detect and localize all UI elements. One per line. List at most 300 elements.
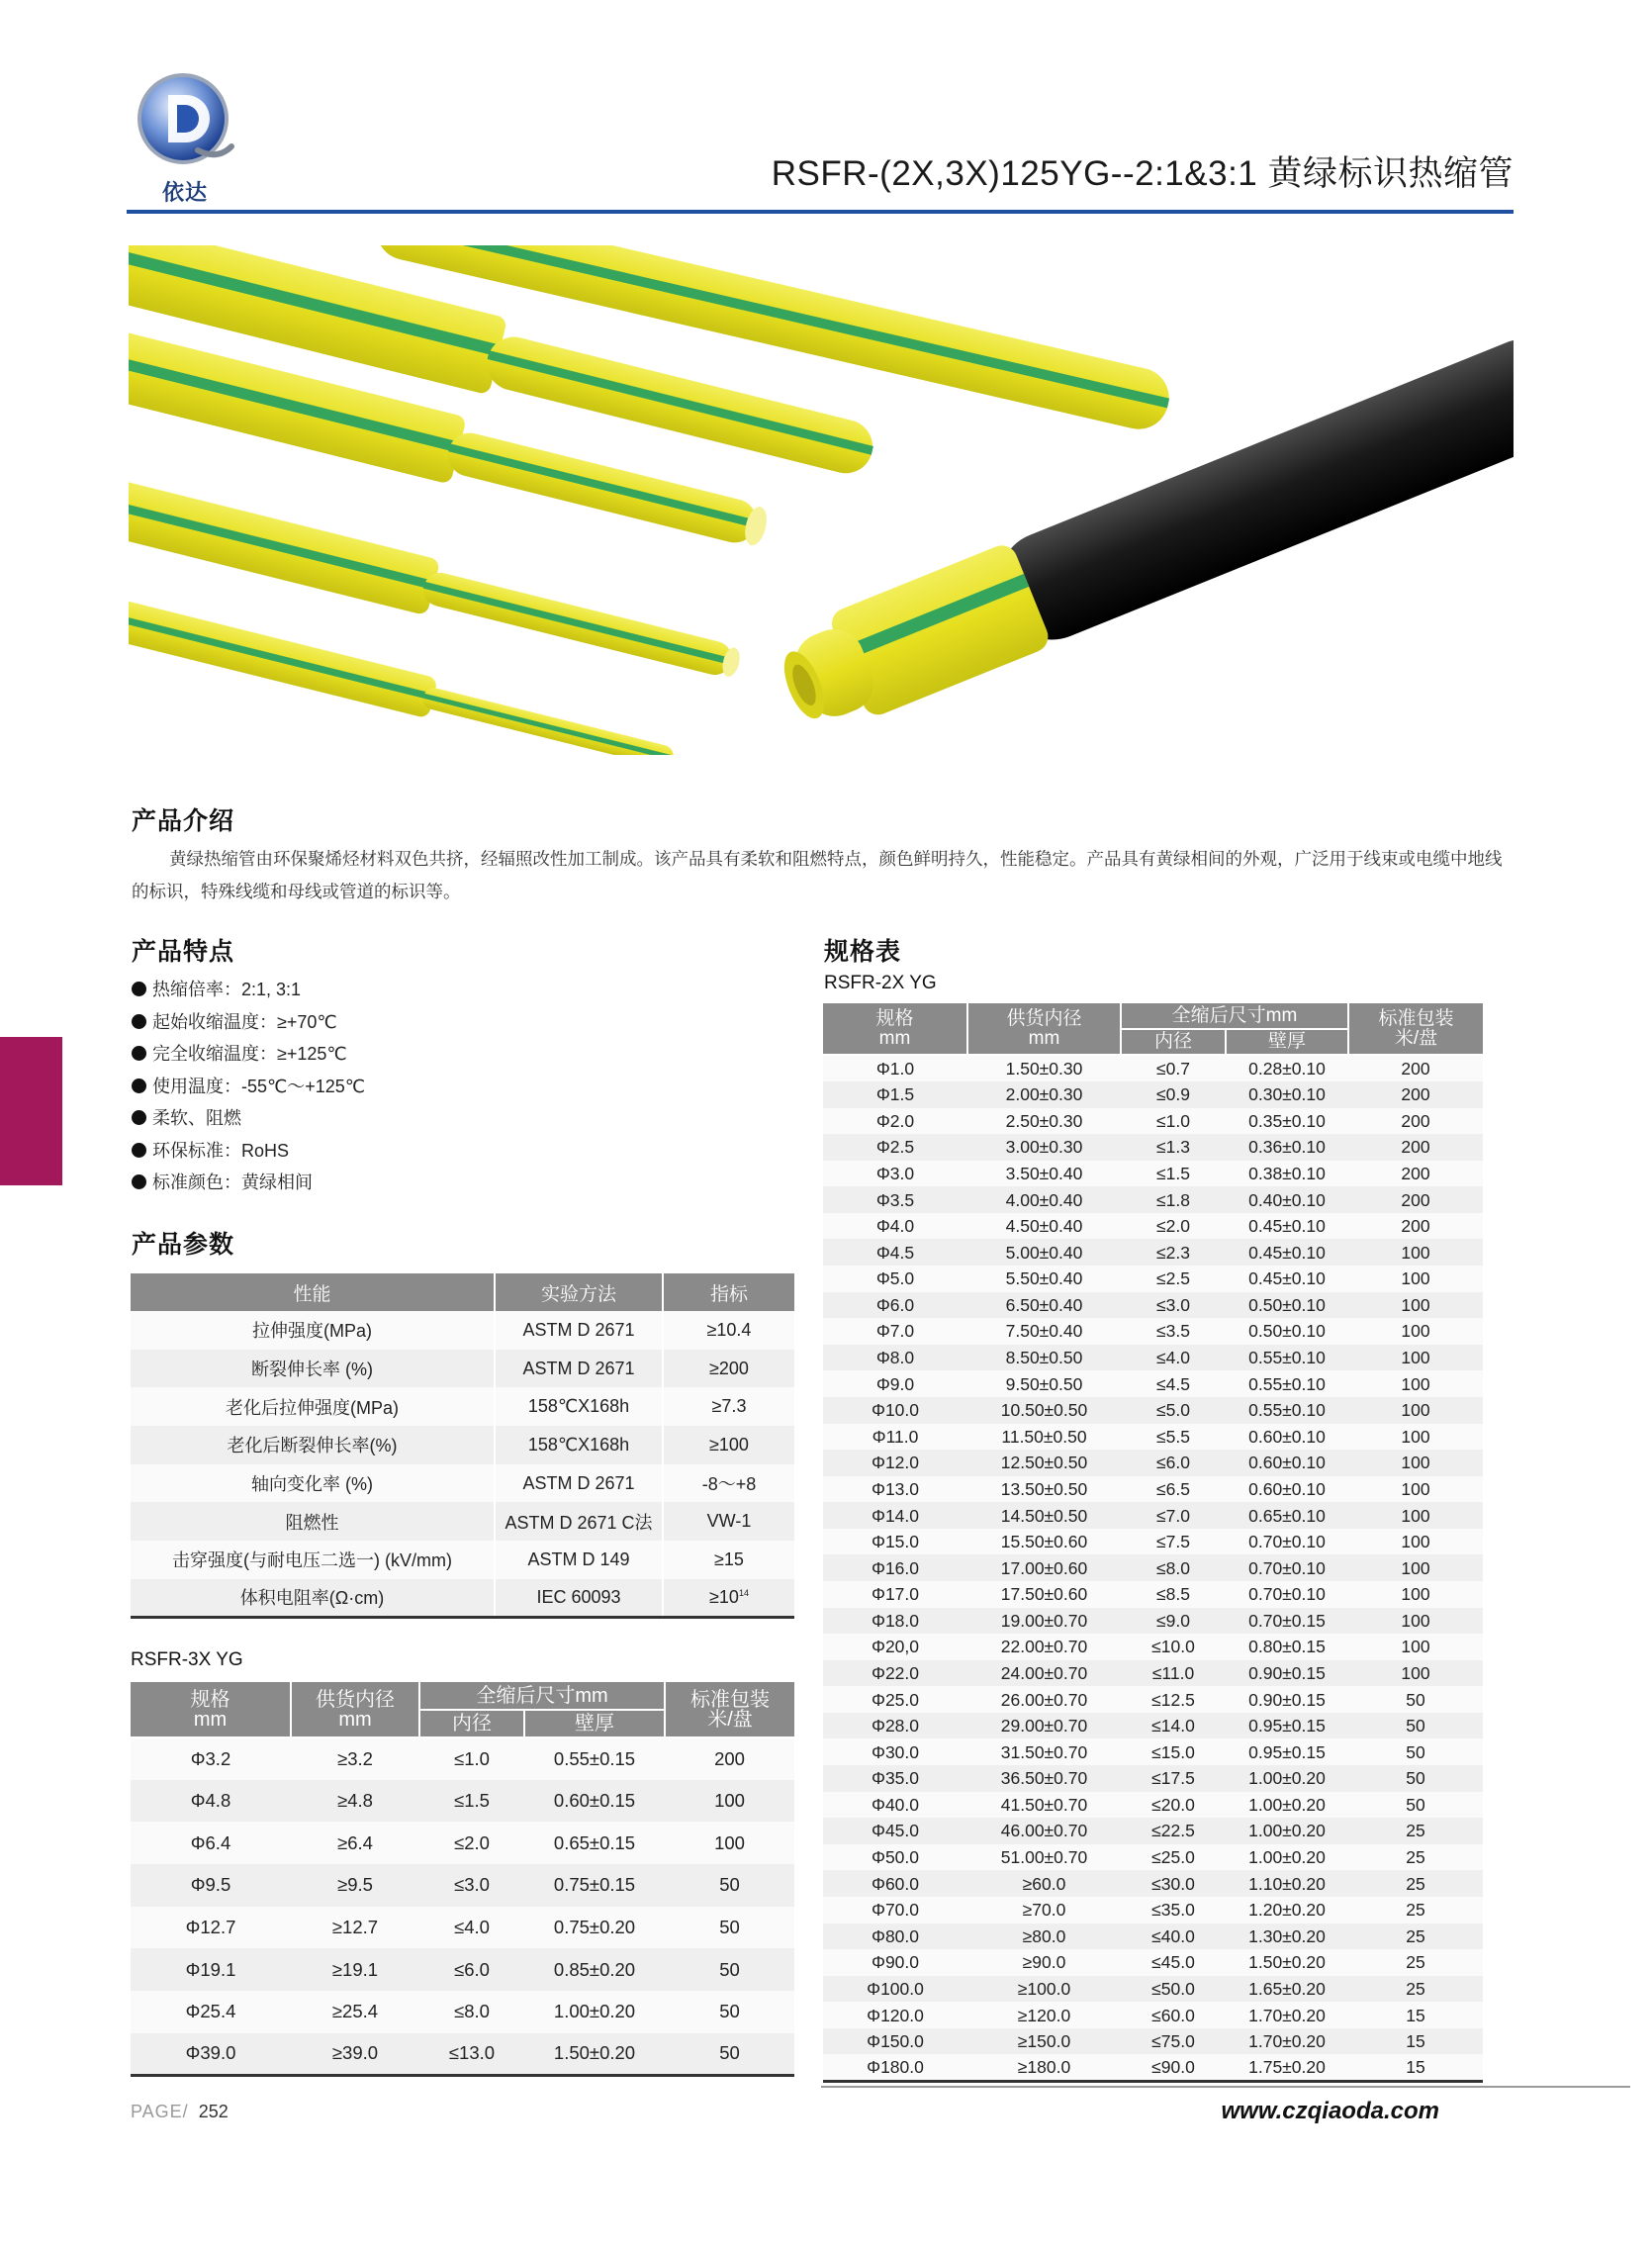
feature-item: 环保标准：RoHS (132, 1135, 365, 1168)
table-cell: 0.40±0.10 (1226, 1186, 1348, 1213)
table-row (823, 2054, 1483, 2082)
table-cell: Φ40.0 (823, 1792, 967, 1819)
table-cell: Φ3.0 (823, 1161, 967, 1187)
table-3x-label: RSFR-3X YG (131, 1649, 243, 1670)
spec-table-3x (131, 1682, 794, 2077)
table-cell: 100 (1348, 1476, 1483, 1503)
table-row (131, 1907, 794, 1949)
table-cell: 22.00±0.70 (967, 1634, 1121, 1660)
table-cell: Φ19.1 (131, 1948, 291, 1991)
table-row (131, 1780, 794, 1823)
table-cell: ≤45.0 (1121, 1949, 1226, 1976)
table-row (823, 1239, 1483, 1266)
col-header-wall: 壁厚 (524, 1710, 665, 1737)
bullet-icon (132, 982, 146, 996)
table-cell: 50 (665, 1864, 794, 1907)
table-cell: 1.10±0.20 (1226, 1870, 1348, 1897)
table-cell: 100 (1348, 1424, 1483, 1451)
table-row (131, 1864, 794, 1907)
table-cell: ≤10.0 (1121, 1634, 1226, 1660)
table-cell: 0.65±0.15 (524, 1822, 665, 1864)
table-cell: ≤8.5 (1121, 1581, 1226, 1608)
table-cell: Φ60.0 (823, 1870, 967, 1897)
table-row (823, 1949, 1483, 1976)
table-cell: Φ30.0 (823, 1738, 967, 1765)
bullet-icon (132, 1174, 146, 1189)
table-row (823, 1318, 1483, 1345)
table-cell: ≤2.0 (419, 1822, 524, 1864)
table-cell: 0.55±0.10 (1226, 1397, 1348, 1424)
table-cell: 8.50±0.50 (967, 1345, 1121, 1371)
feature-item: 标准颜色：黄绿相间 (132, 1167, 365, 1199)
table-cell: 100 (1348, 1529, 1483, 1555)
table-cell: ≤12.5 (1121, 1686, 1226, 1713)
table-cell: 200 (1348, 1186, 1483, 1213)
table-cell: 46.00±0.70 (967, 1818, 1121, 1844)
table-row (823, 1738, 1483, 1765)
table-row: 轴向变化率 (%) ASTM D 2671 -8～+8 (131, 1464, 794, 1503)
spec-table-2x (823, 1003, 1483, 2083)
table-cell: ≤1.5 (1121, 1161, 1226, 1187)
table-cell: 200 (665, 1737, 794, 1780)
table-row (131, 2033, 794, 2076)
table-cell: 0.90±0.15 (1226, 1686, 1348, 1713)
table-cell: Φ22.0 (823, 1660, 967, 1687)
bullet-icon (132, 1110, 146, 1125)
table-cell: ≤1.3 (1121, 1134, 1226, 1161)
table-cell: 1.50±0.20 (524, 2033, 665, 2076)
table-cell: ≤11.0 (1121, 1660, 1226, 1687)
table-cell: Φ28.0 (823, 1713, 967, 1739)
table-cell: ≥25.4 (291, 1991, 419, 2033)
table-cell: 0.55±0.10 (1226, 1345, 1348, 1371)
table-cell: 50 (1348, 1765, 1483, 1792)
table-cell: 2.50±0.30 (967, 1108, 1121, 1135)
table-cell: ≤6.5 (1121, 1476, 1226, 1503)
table-cell: Φ25.0 (823, 1686, 967, 1713)
table-cell: 4.00±0.40 (967, 1186, 1121, 1213)
table-cell: 3.50±0.40 (967, 1161, 1121, 1187)
table-cell: 100 (1348, 1554, 1483, 1581)
table-row (823, 1081, 1483, 1108)
table-cell: 100 (1348, 1581, 1483, 1608)
table-row (823, 1424, 1483, 1451)
table-cell: 1.00±0.20 (524, 1991, 665, 2033)
table-row (823, 1581, 1483, 1608)
table-cell: 1.30±0.20 (1226, 1924, 1348, 1950)
table-cell: 0.85±0.20 (524, 1948, 665, 1991)
table-cell: ≤75.0 (1121, 2028, 1226, 2055)
table-cell: Φ180.0 (823, 2054, 967, 2082)
table-cell: 5.50±0.40 (967, 1266, 1121, 1292)
table-cell: ≥100.0 (967, 1976, 1121, 2003)
table-cell: Φ120.0 (823, 2002, 967, 2028)
table-cell: ≥180.0 (967, 2054, 1121, 2082)
table-cell: ≤0.9 (1121, 1081, 1226, 1108)
table-cell: ≤0.7 (1121, 1055, 1226, 1081)
table-row: 击穿强度(与耐电压二选一) (kV/mm) ASTM D 149 ≥15 (131, 1541, 794, 1579)
table-cell: Φ80.0 (823, 1924, 967, 1950)
table-cell: Φ11.0 (823, 1424, 967, 1451)
table-row (131, 1948, 794, 1991)
table-cell: 13.50±0.50 (967, 1476, 1121, 1503)
intro-heading: 产品介绍 (132, 807, 235, 835)
table-row (823, 1870, 1483, 1897)
table-cell: 25 (1348, 1844, 1483, 1871)
table-cell: 0.65±0.10 (1226, 1502, 1348, 1529)
table-cell: 0.50±0.10 (1226, 1318, 1348, 1345)
table-cell: 0.30±0.10 (1226, 1081, 1348, 1108)
table-cell: ≤1.8 (1121, 1186, 1226, 1213)
table-cell: 50 (1348, 1738, 1483, 1765)
table-cell: Φ25.4 (131, 1991, 291, 2033)
col-header: 性能 (131, 1273, 495, 1311)
table-cell: ≤7.0 (1121, 1502, 1226, 1529)
table-cell: 200 (1348, 1108, 1483, 1135)
table-row (131, 1737, 794, 1780)
table-2x-label: RSFR-2X YG (824, 973, 937, 993)
table-cell: ≤30.0 (1121, 1870, 1226, 1897)
table-cell: 100 (1348, 1318, 1483, 1345)
table-cell: ≥80.0 (967, 1924, 1121, 1950)
table-cell: 200 (1348, 1213, 1483, 1240)
table-row (131, 1822, 794, 1864)
table-cell: Φ10.0 (823, 1397, 967, 1424)
table-cell: 36.50±0.70 (967, 1765, 1121, 1792)
table-cell: 0.55±0.10 (1226, 1370, 1348, 1397)
table-cell: 15 (1348, 2028, 1483, 2055)
col-header-supply: 供货内径 mm (967, 1003, 1121, 1055)
table-cell: 50 (665, 1948, 794, 1991)
feature-item: 完全收缩温度：≥+125℃ (132, 1038, 365, 1071)
table-cell: Φ4.8 (131, 1780, 291, 1823)
table-row (823, 2028, 1483, 2055)
bullet-icon (132, 1046, 146, 1061)
table-cell: 25 (1348, 1818, 1483, 1844)
table-cell: 0.28±0.10 (1226, 1055, 1348, 1081)
table-cell: Φ150.0 (823, 2028, 967, 2055)
table-cell: Φ1.0 (823, 1055, 967, 1081)
table-cell: 50 (665, 2033, 794, 2076)
table-cell: 25 (1348, 1924, 1483, 1950)
table-row (823, 1397, 1483, 1424)
table-cell: 0.70±0.10 (1226, 1554, 1348, 1581)
col-header-pack: 标准包装 米/盘 (1348, 1003, 1483, 1055)
table-row (823, 1213, 1483, 1240)
table-row: 拉伸强度(MPa) ASTM D 2671 ≥10.4 (131, 1311, 794, 1350)
table-cell: 0.45±0.10 (1226, 1213, 1348, 1240)
table-cell: 100 (665, 1822, 794, 1864)
table-cell: 15 (1348, 2054, 1483, 2082)
table-cell: 1.50±0.30 (967, 1055, 1121, 1081)
table-cell: 1.00±0.20 (1226, 1844, 1348, 1871)
table-row (823, 1686, 1483, 1713)
table-cell: Φ4.0 (823, 1213, 967, 1240)
table-cell: ≥19.1 (291, 1948, 419, 1991)
table-row (823, 2002, 1483, 2028)
side-tab-marker (0, 1037, 62, 1185)
table-row (823, 1292, 1483, 1319)
table-cell: 1.20±0.20 (1226, 1897, 1348, 1924)
col-header-supply: 供货内径 mm (291, 1682, 419, 1737)
table-cell: ≤9.0 (1121, 1608, 1226, 1635)
exponent: 14 (738, 1587, 749, 1598)
bullet-icon (132, 1014, 146, 1029)
table-cell: ≤15.0 (1121, 1738, 1226, 1765)
table-cell: ≥3.2 (291, 1737, 419, 1780)
table-cell: Φ18.0 (823, 1608, 967, 1635)
table-cell: 100 (665, 1780, 794, 1823)
table-cell: ≤6.0 (419, 1948, 524, 1991)
table-cell: 100 (1348, 1345, 1483, 1371)
table-cell: ≥39.0 (291, 2033, 419, 2076)
table-cell: Φ39.0 (131, 2033, 291, 2076)
spec-heading: 规格表 (824, 938, 902, 966)
col-header-inner: 内径 (1121, 1029, 1226, 1055)
table-row (823, 1502, 1483, 1529)
table-cell: ≤17.5 (1121, 1765, 1226, 1792)
table-cell: 0.75±0.20 (524, 1907, 665, 1949)
table-row (823, 1450, 1483, 1476)
table-cell: ≥9.5 (291, 1864, 419, 1907)
table-cell: 24.00±0.70 (967, 1660, 1121, 1687)
table-cell: ≥60.0 (967, 1870, 1121, 1897)
table-cell: ≤4.5 (1121, 1370, 1226, 1397)
table-row (823, 1818, 1483, 1844)
table-cell: Φ100.0 (823, 1976, 967, 2003)
params-heading: 产品参数 (132, 1231, 235, 1259)
table-cell: ≤50.0 (1121, 1976, 1226, 2003)
table-cell: 4.50±0.40 (967, 1213, 1121, 1240)
table-cell: 50 (1348, 1792, 1483, 1819)
table-cell: 17.50±0.60 (967, 1581, 1121, 1608)
table-cell: ≤90.0 (1121, 2054, 1226, 2082)
table-cell: ≥120.0 (967, 2002, 1121, 2028)
table-cell: Φ6.4 (131, 1822, 291, 1864)
col-header: 指标 (663, 1273, 794, 1311)
table-cell: Φ1.5 (823, 1081, 967, 1108)
table-cell: 100 (1348, 1634, 1483, 1660)
table-row (823, 1608, 1483, 1635)
footer-divider (821, 2086, 1630, 2088)
col-header-after: 全缩后尺寸mm (1121, 1003, 1348, 1029)
table-cell: ≤3.0 (1121, 1292, 1226, 1319)
table-cell: 25 (1348, 1870, 1483, 1897)
table-cell: 0.45±0.10 (1226, 1239, 1348, 1266)
table-cell: 50 (665, 1991, 794, 2033)
page-title: RSFR-(2X,3X)125YG--2:1&3:1 黄绿标识热缩管 (771, 154, 1514, 193)
table-row (823, 1186, 1483, 1213)
table-row (131, 1991, 794, 2033)
table-cell: 25 (1348, 1976, 1483, 2003)
col-header-spec: 规格 mm (131, 1682, 291, 1737)
table-cell: 31.50±0.70 (967, 1738, 1121, 1765)
table-row: 阻燃性 ASTM D 2671 C法 VW-1 (131, 1502, 794, 1541)
table-row (823, 1370, 1483, 1397)
table-row (823, 1529, 1483, 1555)
table-row (823, 1792, 1483, 1819)
table-cell: Φ12.7 (131, 1907, 291, 1949)
feature-item: 使用温度：-55℃～+125℃ (132, 1071, 365, 1103)
table-cell: ≤3.0 (419, 1864, 524, 1907)
table-cell: 41.50±0.70 (967, 1792, 1121, 1819)
table-row (823, 1924, 1483, 1950)
col-header: 实验方法 (495, 1273, 663, 1311)
table-cell: Φ3.2 (131, 1737, 291, 1780)
table-cell: ≤2.0 (1121, 1213, 1226, 1240)
table-cell: 1.00±0.20 (1226, 1792, 1348, 1819)
table-cell: 29.00±0.70 (967, 1713, 1121, 1739)
table-cell: 0.35±0.10 (1226, 1108, 1348, 1135)
params-table (131, 1273, 794, 1619)
col-header-wall: 壁厚 (1226, 1029, 1348, 1055)
table-cell: ≤25.0 (1121, 1844, 1226, 1871)
bullet-icon (132, 1079, 146, 1093)
table-cell: ≥6.4 (291, 1822, 419, 1864)
table-cell: Φ9.0 (823, 1370, 967, 1397)
table-cell: 3.00±0.30 (967, 1134, 1121, 1161)
table-cell: ≤35.0 (1121, 1897, 1226, 1924)
table-cell: Φ90.0 (823, 1949, 967, 1976)
table-cell: 51.00±0.70 (967, 1844, 1121, 1871)
table-row: 老化后拉伸强度(MPa) 158℃X168h ≥7.3 (131, 1387, 794, 1426)
table-cell: Φ9.5 (131, 1864, 291, 1907)
website-link[interactable]: www.czqiaoda.com (1221, 2098, 1439, 2124)
table-row (823, 1055, 1483, 1081)
table-cell: 200 (1348, 1055, 1483, 1081)
table-cell: Φ7.0 (823, 1318, 967, 1345)
table-cell: Φ20,0 (823, 1634, 967, 1660)
table-cell: 0.75±0.15 (524, 1864, 665, 1907)
table-cell: 0.70±0.10 (1226, 1581, 1348, 1608)
table-cell: Φ45.0 (823, 1818, 967, 1844)
table-cell: 200 (1348, 1134, 1483, 1161)
table-cell: 0.45±0.10 (1226, 1266, 1348, 1292)
table-cell: ≤22.5 (1121, 1818, 1226, 1844)
table-cell: 100 (1348, 1502, 1483, 1529)
table-row (823, 1554, 1483, 1581)
table-cell: 0.95±0.15 (1226, 1713, 1348, 1739)
table-cell: 100 (1348, 1450, 1483, 1476)
table-cell: Φ4.5 (823, 1239, 967, 1266)
table-cell: 0.36±0.10 (1226, 1134, 1348, 1161)
table-cell: 10.50±0.50 (967, 1397, 1121, 1424)
table-row (823, 1108, 1483, 1135)
table-row (823, 1844, 1483, 1871)
table-cell: Φ17.0 (823, 1581, 967, 1608)
table-cell: ≥4.8 (291, 1780, 419, 1823)
table-cell: 100 (1348, 1370, 1483, 1397)
table-cell: ≤4.0 (419, 1907, 524, 1949)
table-row (823, 1476, 1483, 1503)
table-cell: ≤13.0 (419, 2033, 524, 2076)
table-cell: 1.70±0.20 (1226, 2028, 1348, 2055)
table-cell: ≤5.0 (1121, 1397, 1226, 1424)
table-cell: 19.00±0.70 (967, 1608, 1121, 1635)
features-heading: 产品特点 (132, 938, 235, 966)
table-cell: Φ13.0 (823, 1476, 967, 1503)
table-cell: 1.00±0.20 (1226, 1765, 1348, 1792)
table-cell: ≥12.7 (291, 1907, 419, 1949)
table-cell: 0.55±0.15 (524, 1737, 665, 1780)
col-header-inner: 内径 (419, 1710, 524, 1737)
table-cell: 0.60±0.15 (524, 1780, 665, 1823)
table-row: 体积电阻率(Ω·cm) IEC 60093 $\ge 10^{14}$ (131, 1579, 794, 1618)
table-cell: 100 (1348, 1397, 1483, 1424)
table-cell: Φ35.0 (823, 1765, 967, 1792)
table-cell: ≤5.5 (1121, 1424, 1226, 1451)
table-cell: ≤8.0 (419, 1991, 524, 2033)
table-cell: 2.00±0.30 (967, 1081, 1121, 1108)
feature-item: 热缩倍率：2:1, 3:1 (132, 974, 365, 1006)
table-cell: ≤1.5 (419, 1780, 524, 1823)
table-cell: 50 (665, 1907, 794, 1949)
table-cell: ≤6.0 (1121, 1450, 1226, 1476)
table-cell: Φ15.0 (823, 1529, 967, 1555)
table-cell: ≥70.0 (967, 1897, 1121, 1924)
table-row (823, 1634, 1483, 1660)
table-cell: Φ2.5 (823, 1134, 967, 1161)
table-cell: ≤7.5 (1121, 1529, 1226, 1555)
table-cell: 7.50±0.40 (967, 1318, 1121, 1345)
table-cell: Φ16.0 (823, 1554, 967, 1581)
table-cell: Φ14.0 (823, 1502, 967, 1529)
table-cell: 1.70±0.20 (1226, 2002, 1348, 2028)
bullet-icon (132, 1143, 146, 1158)
table-cell: ≤2.3 (1121, 1239, 1226, 1266)
table-cell: 17.00±0.60 (967, 1554, 1121, 1581)
table-cell: 25 (1348, 1949, 1483, 1976)
table-cell: ≤8.0 (1121, 1554, 1226, 1581)
col-header-pack: 标准包装 米/盘 (665, 1682, 794, 1737)
table-cell: 0.95±0.15 (1226, 1738, 1348, 1765)
intro-text: 黄绿热缩管由环保聚烯烃材料双色共挤，经辐照改性加工制成。该产品具有柔软和阻燃特点，颜色鲜明持久，性能稳定。产品具有黄绿相间的外观，广泛用于线束或电缆中地线的标识，特殊线缆和母线或管道的标识等。 (132, 849, 1503, 901)
table-cell: Φ70.0 (823, 1897, 967, 1924)
table-cell: 14.50±0.50 (967, 1502, 1121, 1529)
table-cell: 0.60±0.10 (1226, 1450, 1348, 1476)
table-cell: 200 (1348, 1081, 1483, 1108)
col-header-after: 全缩后尺寸mm (419, 1682, 665, 1710)
table-row (823, 1161, 1483, 1187)
table-cell: Φ50.0 (823, 1844, 967, 1871)
table-cell: 100 (1348, 1608, 1483, 1635)
table-cell: 15 (1348, 2002, 1483, 2028)
table-cell: ≤4.0 (1121, 1345, 1226, 1371)
table-cell: 11.50±0.50 (967, 1424, 1121, 1451)
table-cell: ≤1.0 (1121, 1108, 1226, 1135)
table-cell: 0.50±0.10 (1226, 1292, 1348, 1319)
table-cell: 200 (1348, 1161, 1483, 1187)
col-header-spec: 规格 mm (823, 1003, 967, 1055)
table-row (823, 1765, 1483, 1792)
table-row: 老化后断裂伸长率(%) 158℃X168h ≥100 (131, 1426, 794, 1464)
table-cell: 1.00±0.20 (1226, 1818, 1348, 1844)
table-cell: 1.75±0.20 (1226, 2054, 1348, 2082)
table-cell: ≥150.0 (967, 2028, 1121, 2055)
table-cell: 0.90±0.15 (1226, 1660, 1348, 1687)
table-cell: 5.00±0.40 (967, 1239, 1121, 1266)
table-row (823, 1266, 1483, 1292)
table-cell: 0.60±0.10 (1226, 1424, 1348, 1451)
table-cell: ≤40.0 (1121, 1924, 1226, 1950)
table-cell: 100 (1348, 1292, 1483, 1319)
table-cell: 100 (1348, 1266, 1483, 1292)
table-cell: 1.65±0.20 (1226, 1976, 1348, 2003)
header-divider (127, 210, 1514, 214)
table-row (823, 1897, 1483, 1924)
table-cell: ≤2.5 (1121, 1266, 1226, 1292)
table-cell: 50 (1348, 1686, 1483, 1713)
